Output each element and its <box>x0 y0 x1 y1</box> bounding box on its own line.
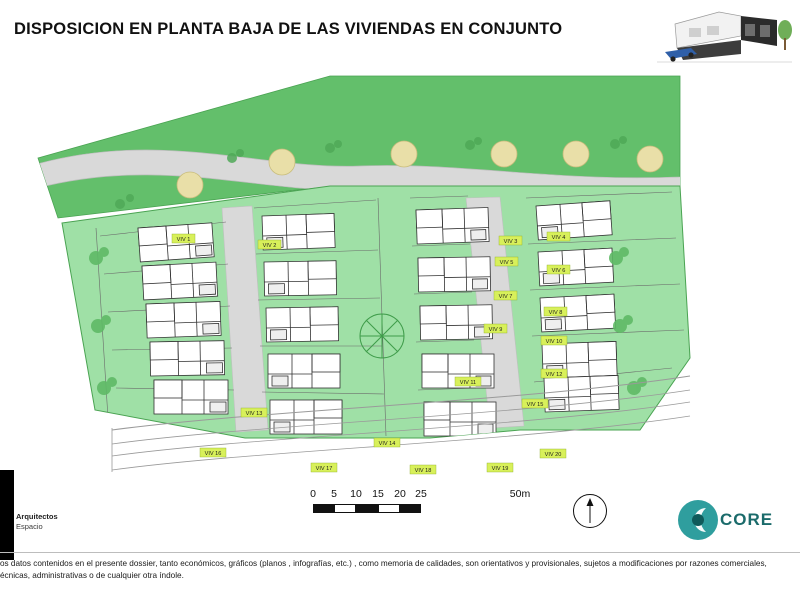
unit-label <box>540 449 566 458</box>
unit-label <box>200 448 226 457</box>
unit-label <box>258 240 281 249</box>
core-wordmark: CORE <box>720 510 774 529</box>
unit-label <box>499 236 522 245</box>
scale-tick-0: 0 <box>310 488 316 500</box>
svg-text:VIV 5: VIV 5 <box>499 259 514 266</box>
left-accent-bar <box>0 470 14 560</box>
footer-line-1: os datos contenidos en el presente dossier, tanto económicos, gráficos (planos , infografías, etc.) , como memoria de calidades, son orientativos y provisionales, sujetos a modificaciones por razones comerciales, <box>0 559 767 568</box>
unit-label <box>547 265 570 274</box>
svg-text:VIV 16: VIV 16 <box>204 450 222 457</box>
core-mark-icon <box>676 498 720 542</box>
north-arrow-icon <box>573 494 607 528</box>
scale-tick-5: 25 <box>415 488 427 500</box>
footer-divider <box>0 552 800 553</box>
core-logo <box>676 498 786 542</box>
site-plan-drawing <box>0 58 800 478</box>
unit-label <box>484 324 507 333</box>
svg-text:VIV 11: VIV 11 <box>459 379 477 386</box>
svg-text:VIV 10: VIV 10 <box>545 338 563 345</box>
svg-text:VIV 14: VIV 14 <box>378 440 396 447</box>
svg-text:VIV 1: VIV 1 <box>176 236 191 243</box>
unit-label <box>487 463 513 472</box>
svg-text:VIV 6: VIV 6 <box>551 267 566 274</box>
footer-disclaimer <box>0 558 790 581</box>
unit-label <box>311 463 337 472</box>
unit-label <box>455 377 481 386</box>
unit-label <box>172 234 195 243</box>
scale-bar-segments <box>313 504 421 513</box>
scale-bar <box>305 488 595 522</box>
unit-label <box>547 232 570 241</box>
architect-logo-line2: Espacio <box>16 522 43 531</box>
svg-text:VIV 18: VIV 18 <box>414 467 432 474</box>
svg-text:VIV 12: VIV 12 <box>545 371 563 378</box>
architect-logo-line1: Arquitectos <box>16 512 58 521</box>
scale-tick-2: 10 <box>350 488 362 500</box>
svg-text:VIV 17: VIV 17 <box>315 465 333 472</box>
svg-text:VIV 15: VIV 15 <box>526 401 544 408</box>
central-tree-icon <box>360 314 404 358</box>
architect-logo <box>16 512 58 532</box>
scale-tick-1: 5 <box>331 488 337 500</box>
svg-text:VIV 3: VIV 3 <box>503 238 518 245</box>
scale-tick-4: 20 <box>394 488 406 500</box>
unit-label <box>410 465 436 474</box>
unit-label <box>544 307 567 316</box>
svg-text:VIV 13: VIV 13 <box>245 410 263 417</box>
svg-text:VIV 19: VIV 19 <box>491 465 509 472</box>
scale-end-label: 50m <box>509 488 531 500</box>
svg-text:VIV 7: VIV 7 <box>498 293 513 300</box>
unit-label <box>541 369 567 378</box>
footer-line-2: écnicas, administrativas o de cualquier otra índole. <box>0 570 184 580</box>
unit-label <box>541 336 567 345</box>
unit-label <box>374 438 400 447</box>
svg-text:VIV 2: VIV 2 <box>262 242 277 249</box>
svg-text:VIV 4: VIV 4 <box>551 234 566 241</box>
unit-label <box>522 399 548 408</box>
svg-text:VIV 9: VIV 9 <box>488 326 503 333</box>
unit-label <box>495 257 518 266</box>
scale-tick-3: 15 <box>372 488 384 500</box>
svg-text:VIV 20: VIV 20 <box>544 451 562 458</box>
unit-label <box>241 408 267 417</box>
svg-text:VIV 8: VIV 8 <box>548 309 563 316</box>
page-title: DISPOSICION EN PLANTA BAJA DE LAS VIVIENDAS EN CONJUNTO <box>14 20 563 38</box>
unit-label <box>494 291 517 300</box>
scale-tick-labels <box>305 488 595 502</box>
